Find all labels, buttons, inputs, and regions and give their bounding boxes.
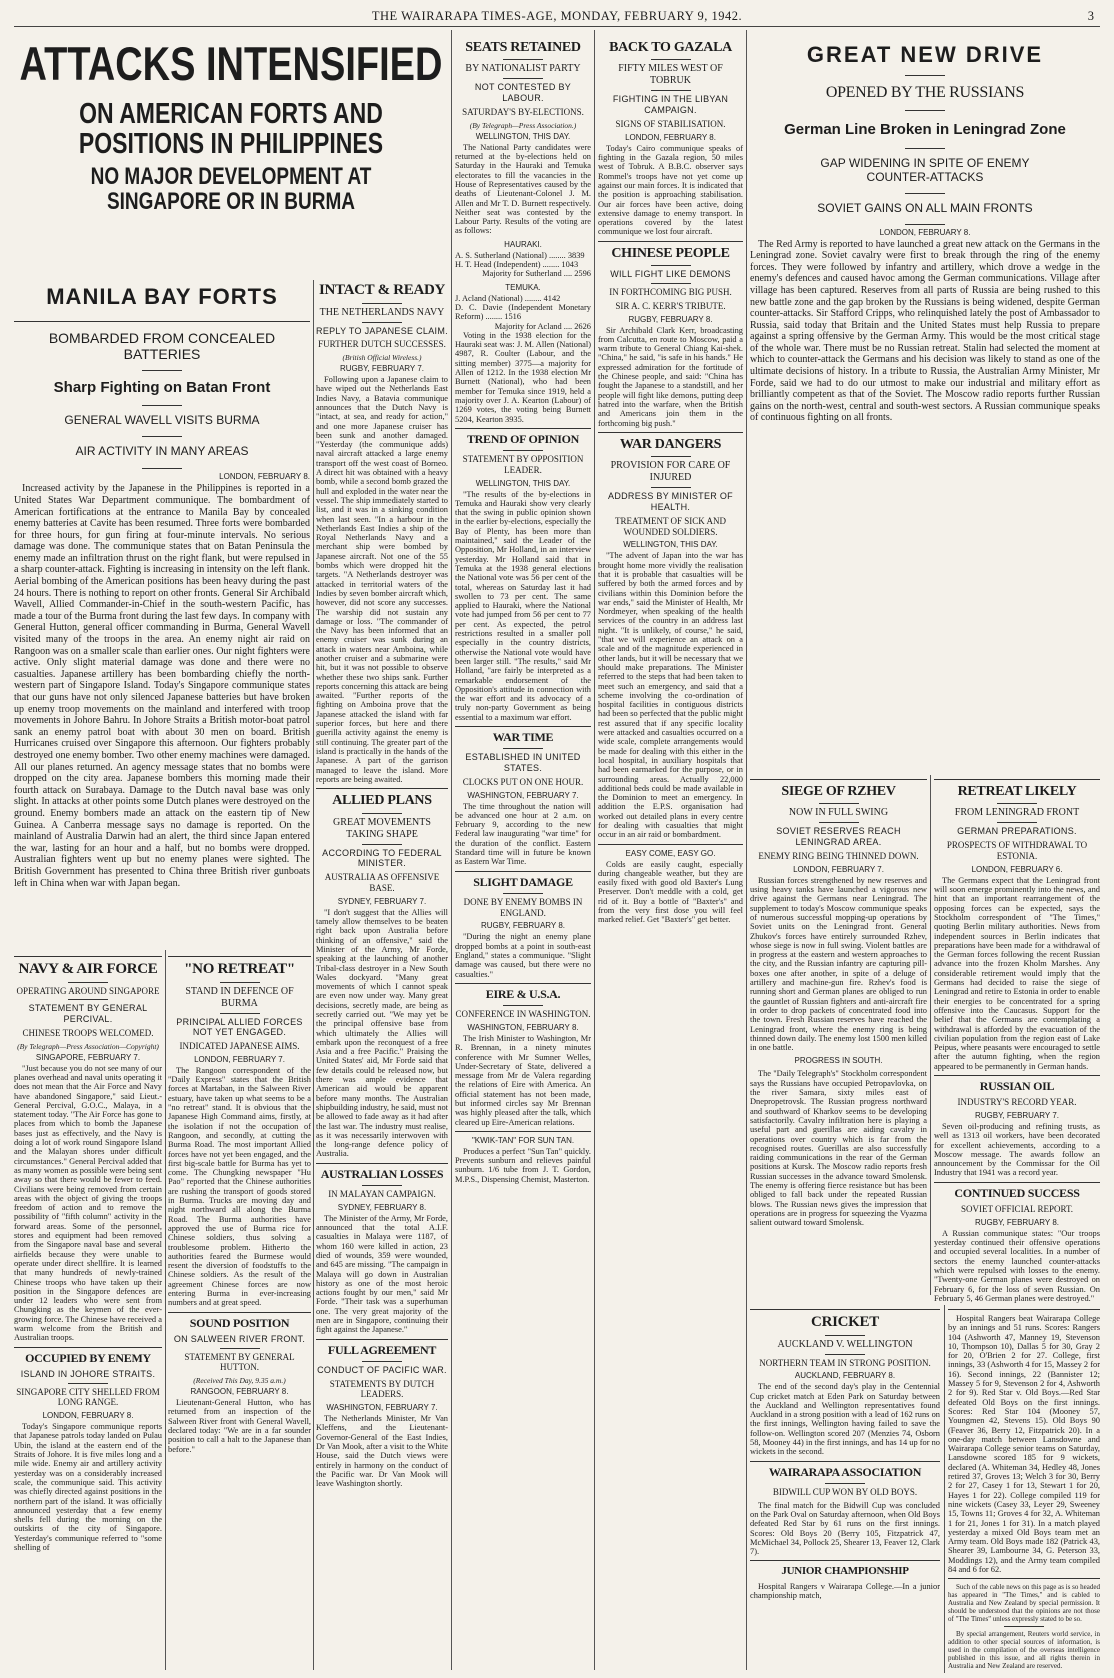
war-time-sub-1: ESTABLISHED IN UNITED STATES. [465, 752, 581, 773]
manila-headline: MANILA BAY FORTS [46, 284, 278, 309]
rule [142, 468, 182, 469]
gazala-sub-1: FIFTY MILES WEST OF TOBRUK [618, 63, 723, 87]
losses-body: The Minister of the Army, Mr Forde, announced that the total A.I.F. casualties in Malaya were 1187, of whom 160 were killed in action, 23 died of wounds, 359 were wounded, and 645 are missing. "The campaign in Malaya will go down in Australian history as one of the most heroic actions fought by our men," said Mr Forde. "Their task was a superhuman one. The very great majority of the men are in Singapore, continuing their fight against the Japanese." [316, 1213, 448, 1335]
rule [220, 1348, 260, 1349]
bombarded-headline: BOMBARDED FROM CONCEALED BATTERIES [48, 330, 276, 363]
rzhev-article [750, 775, 927, 1295]
rule [825, 1335, 865, 1336]
chinese-people-sub-1: WILL FIGHT LIKE DEMONS [610, 269, 731, 280]
chinese-people-sub-2: IN FORTHCOMING BIG PUSH. [609, 286, 732, 297]
kwik-tan-headline: "KWIK-TAN" FOR SUN TAN. [471, 1135, 575, 1145]
cricket-continued [948, 1305, 1100, 1673]
slight-damage-dateline: RUGBY, FEBRUARY 8. [480, 921, 566, 931]
rule [948, 1309, 1100, 1310]
rzhev-sub-2: SOVIET RESERVES REACH LENINGRAD AREA. [776, 826, 901, 848]
trend-dateline: WELLINGTON, THIS DAY. [475, 478, 571, 488]
occupied-headline: OCCUPIED BY ENEMY [25, 1350, 151, 1365]
losses-headline: AUSTRALIAN LOSSES [320, 1166, 444, 1181]
allied-plans-sub-3: AUSTRALIA AS OFFENSIVE BASE. [324, 872, 440, 893]
eire-dateline: WASHINGTON, FEBRUARY 8. [467, 1022, 579, 1032]
russian-oil-sub: INDUSTRY'S RECORD YEAR. [957, 1097, 1077, 1108]
rule [948, 1578, 1100, 1579]
chinese-people-sub-3: SIR A. C. KERR'S TRIBUTE. [615, 300, 726, 311]
easy-come-headline: EASY COME, EASY GO. [625, 848, 716, 858]
seats-headline: SEATS RETAINED [465, 40, 581, 55]
eire-body: The Irish Minister to Washington, Mr R. Brennan, in a ninety minutes conference with Mr Sumner Welles, Under-Secretary of State, delivered a message from Mr de Valera regarding the relations of Eire with America. An official statement has not been made, but informed circles say Mr Brennan was highly pleased after the talk, which cleared up Eire-American relations. [455, 1033, 591, 1127]
rule [819, 803, 859, 804]
trend-sub: STATEMENT BY OPPOSITION LEADER. [462, 453, 584, 475]
navy-tel: (By Telegraph—Press Association—Copyright) [17, 1041, 159, 1051]
agreement-body: The Netherlands Minister, Mr Van Kleffens, and the Lieutenant-Governor-General of the East Indies, Dr Van Mook, after a visit to the White House, said the Dutch views were entirely in harmony on the conduct of the Pacific war. Dr Van Mook will leave Washington shortly. [316, 1414, 448, 1489]
war-time-headline: WAR TIME [492, 730, 554, 744]
great-drive-sub-1: OPENED BY THE RUSSIANS [825, 84, 1025, 102]
rule [819, 822, 859, 823]
intact-headline: INTACT & READY [318, 282, 446, 298]
seats-tel: (By Telegraph—Press Association.) [469, 120, 577, 130]
no-retreat-sub-2: PRINCIPAL ALLIED FORCES NOT YET ENGAGED. [176, 1016, 303, 1038]
hauraki-result-1: A. S. Sutherland (National) ........ 3839 [455, 250, 585, 260]
retreat-sub-1: FROM LENINGRAD FRONT [954, 807, 1080, 819]
occupied-sub-1: ISLAND IN JOHORE STRAITS. [20, 1368, 156, 1379]
chinese-people-headline: CHINESE PEOPLE [611, 245, 730, 261]
no-retreat-body: The Rangoon correspondent of the "Daily Express" states that the British forces at Martaban, in the Salween River estuary, have taken up what seems to be a "no retreat" stand. It is obvious that the Japanese High Command aims, firstly, at the isolation if not the occupation of Rangoon, and secondly, at cutting the Burma Road. The most important Allied forces have not yet been engaged, and the first big-scale battle for Burma has yet to come. The Chungking newspaper "Hu Pao" reported that the Chinese authorities are rushing the transport of goods stored in Burma. Trucks are moving day and night northward all along the Burma Road. The Burma authorities have approved the use of Burma rice for Chinese soldiers, thus solving a troublesome problem. Hitherto the authorities feared the Burmese would resent the diversion of foodstuffs to the Chinese soldiers. As the result of the agreement Chinese forces are now entering Burma in ever-increasing numbers and at great speed. [168, 1065, 311, 1308]
retreat-body: The Germans expect that the Leningrad front will soon emerge prominently into the news, and hint that an important rearrangement of the opposing forces can be expected, says the Stockholm correspondent of "The Times," quoting Berlin military authorities. News from independent sources in Berlin indicates that preparations have been made for a withdrawal of the German forces following the recent Russian advance into the frozen Kholm Marshes. Any considerable retirement would imply that the Germans had decided to raise the siege of Leningrad and retire to Estonia in order to enable their energies to be concentrated for a spring offensive into the Caucasus. Support for the belief that the Germans are contemplating a withdrawal is afforded by the evacuation of the civilian population from the region east of Lake Peipus, where peasants were encouraged to settle after the autumn fighting, when the region appeared to be permanently in German hands. [934, 875, 1100, 1071]
rule [220, 1013, 260, 1014]
rule [934, 1182, 1100, 1183]
gazala-article [598, 32, 743, 1672]
rule [362, 813, 402, 814]
great-drive-sub-4: SOVIET GAINS ON ALL MAIN FRONTS [817, 200, 1033, 215]
eire-sub: CONFERENCE IN WASHINGTON. [455, 1009, 591, 1020]
rule [362, 1361, 402, 1362]
cricket-headline: CRICKET [811, 1314, 879, 1330]
rule [455, 983, 591, 984]
war-dangers-sub-3: TREATMENT OF SICK AND WOUNDED SOLDIERS. [614, 515, 727, 537]
no-retreat-headline: "NO RETREAT" [184, 961, 295, 977]
allied-plans-sub-1: GREAT MOVEMENTS TAKING SHAPE [333, 816, 431, 840]
rule [905, 110, 945, 111]
column-rule [930, 775, 931, 1295]
sound-position-body: Lieutenant-General Hutton, who has returned from an inspection of the Salween River front with General Wavell, declared today: "We are in a far sounder position to call a halt to the Japanese than before." [168, 1398, 311, 1454]
retreat-sub-3: PROSPECTS OF WITHDRAWAL TO ESTONIA. [946, 840, 1088, 861]
navy-body: "Just because you do not see many of our planes overhead and naval units operating it does not mean that the Air Force and Navy have abandoned Singapore," said Lieut.-General Percival, G.O.C., Malaya, in a statement today. "The Air Force has gone to places from which to bomb the Japanese bases just as effectively, and the Navy is doing a lot of work round Singapore Island and the Malayan shores under difficult circumstances." General Percival added that as many women as possible were being sent away so that there would be fewer to feed. Civilians were being removed from certain areas with the object of giving the troops freedom of action and to remove the possibility of "fifth column" activity in the forward areas. Some of the personnel, stores and equipment had been removed from the Singapore naval base and several airfields because they were unable to operate under direct shellfire. It is learned that many hundreds of newly-trained Chinese troops who have taken up their position in the Singapore defences are under 12 leaders who were sent from Chungking as the keymen of the ever-growing force. The Chinese have received a warm welcome from the British and Australian troops. [14, 1063, 162, 1343]
lead-headlines [14, 32, 448, 280]
rule [1004, 1626, 1044, 1627]
trend-body: "The results of the by-elections in Temuka and Hauraki show very clearly that the swing in public opinion shown in the earlier by-elections, especially the Bay of Plenty, has been more than maintained," said the Leader of the Opposition, Mr Holland, in an interview yesterday. Mr Holland said that in Temuka at the 1938 general elections the National vote was 56 per cent of the total, whereas on Saturday last it had swollen to 73 per cent. The same applied to Hauraki, where the National vote had jumped from 56 per cent to 77 per cent. As expected, the petrol restrictions resulted in a smaller poll especially in the country districts, otherwise the National vote would have been larger still. "The results," said Mr Holland, "are fairly be interpreted as a remarkable endorsement of the Opposition's attitude in connection with the war effort and its advocacy of a truly non-party Government as being essential to a maximum war effort. [455, 489, 591, 722]
seats-body-2: Voting in the 1938 election for the Hauraki seat was: J. M. Allen (National) 4987, R. Coulter (Labour, and the sitting member) 3775—a majority for Allen of 1212. In the 1938 election Mr Burnett (National), who had been member for Temuka since 1919, held a majority over J. A. Kearton (Labour) of 1269 votes, the voting being Burnett 5204, Kearton 3935. [455, 330, 591, 424]
wairarapa-body: The final match for the Bidwill Cup was concluded on the Park Oval on Saturday afternoon, when Old Boys defeated Red Star by 61 runs on the first innings. Scores: Old Boys 20 (Berry 105, Fitzpatrick 47, McMichael 34, Pollock 25, Shearer 13, Feaver 12, Clark 7). [750, 1500, 940, 1557]
temuka-result-2: D. C. Davie (Independent Monetary Reform) ........ 1516 [455, 302, 591, 322]
column-rule [944, 1305, 945, 1673]
lead-headline-2: ON AMERICAN FORTS AND POSITIONS IN PHILIPPINES [78, 96, 384, 160]
rule [934, 1075, 1100, 1076]
navy-dateline: SINGAPORE, FEBRUARY 7. [35, 1052, 141, 1062]
rule [455, 428, 591, 429]
eire-headline: EIRE & U.S.A. [485, 986, 561, 1001]
rule [651, 487, 691, 488]
rule [905, 193, 945, 194]
rule [750, 1309, 940, 1310]
hauraki-label: HAURAKI. [504, 239, 542, 249]
agreement-sub-2: STATEMENTS BY DUTCH LEADERS. [329, 1378, 435, 1400]
rule [905, 75, 945, 76]
rule [503, 893, 543, 894]
rule [168, 956, 311, 957]
war-time-body: The time throughout the nation will be advanced one hour at 2 a.m. on February 9, according to the new Federal law inaugurating "war time" for the duration of the conflict. Eastern Standard time will in future be known as Eastern War Time. [455, 801, 591, 867]
rule [220, 982, 260, 983]
intact-sub-1: THE NETHERLANDS NAVY [319, 306, 445, 318]
retreat-headline: RETREAT LIKELY [957, 784, 1077, 799]
retreat-likely-article [934, 775, 1100, 1303]
rule [598, 241, 743, 242]
rule [316, 788, 448, 789]
chinese-people-dateline: RUGBY, FEBRUARY 8. [628, 314, 713, 324]
sound-position-sub-1: ON SALWEEN RIVER FRONT. [173, 1333, 306, 1344]
russian-oil-body: Seven oil-producing and refining trusts, as well as 1313 oil workers, have been decorated for excellent achievements, according to a Moscow message. The awards follow an announcement by the Commissar for the Oil Industry that 1941 was a record year. [934, 1122, 1100, 1178]
rule [503, 78, 543, 79]
seats-sub-1: BY NATIONALIST PARTY [465, 63, 581, 75]
continued-success-body: A Russian communique states: "Our troops yesterday continued their offensive operations and occupied several localities. In a number of sectors the enemy launched counter-attacks which were repulsed with losses to the enemy. "Twenty-one German planes were destroyed on February 6, for the loss of seven Russian. On February 5, 46 German planes were destroyed." [934, 1228, 1100, 1303]
wairarapa-sub: BIDWILL CUP WON BY OLD BOYS. [772, 1486, 918, 1497]
no-retreat-dateline: LONDON, FEBRUARY 7. [194, 1054, 285, 1064]
rule [168, 1312, 311, 1313]
occupied-body: Today's Singapore communique reports that Japanese patrols today landed on Pulau Ubin, the island at the eastern end of the Straits of Johore. It is five miles long and a mile wide. Enemy air and artillery activity yesterday was on a considerably increased scale, the communique said. This activity was chiefly directed against positions in the northern part of the island. It was officially announced yesterday that a few enemy shells fell during the morning on the outskirts of the city of Singapore. Yesterday's communique referred to "some shelling of [14, 1422, 162, 1553]
seats-retained-article [455, 32, 591, 1672]
allied-plans-sub-2: ACCORDING TO FEDERAL MINISTER. [322, 847, 442, 869]
allied-plans-body: "I don't suggest that the Allies will tamely allow themselves to be beaten right back upon Australia before thinking of an offensive," said the Minister of the Army, Mr Forde, speaking at the launching of another Tribal-class destroyer in a New South Wales dockyard. "Many great movements of which I cannot speak are even now under way. Many great decisions, secretly made, are being as secretly carried out. "We may yet be the principal offensive base from which ultimately the Allies will embark upon the reconquest of a free Asia and a free Pacific." Praising the United States' aid, Mr Forde said that few details could be released now, but there was ample evidence that American aid would be apparent before many months. The Australian shipbuilding industry, he said, must not be allowed to fade away as it had after the last war. The industry must realise, as it was necessarily interwoven with the long-range defence policy of Australia. [316, 907, 448, 1159]
rule [142, 405, 182, 406]
rule [362, 844, 402, 845]
rule [651, 90, 691, 91]
war-dangers-sub-2: ADDRESS BY MINISTER OF HEALTH. [608, 491, 733, 512]
wairarapa-headline: WAIRARAPA ASSOCIATION [768, 1464, 922, 1479]
slight-damage-sub: DONE BY ENEMY BOMBS IN ENGLAND. [463, 896, 583, 918]
occupied-sub-2: SINGAPORE CITY SHELLED FROM LONG RANGE. [16, 1386, 160, 1408]
intact-dateline: RUGBY, FEBRUARY 7. [339, 364, 425, 374]
rule [68, 982, 108, 983]
no-retreat-sub-1: STAND IN DEFENCE OF BURMA [185, 985, 294, 1009]
cricket-sub-1: AUCKLAND V. WELLINGTON [777, 1338, 913, 1350]
russian-oil-dateline: RUGBY, FEBRUARY 7. [974, 1111, 1060, 1120]
junior-body: Hospital Rangers v Wairarapa College.—In a junior championship match, [750, 1581, 940, 1600]
rule [142, 436, 182, 437]
continued-success-sub: SOVIET OFFICIAL REPORT. [960, 1203, 1074, 1214]
rule [68, 999, 108, 1000]
intact-sub-3: FURTHER DUTCH SUCCESSES. [318, 339, 446, 350]
gazala-sub-2: FIGHTING IN THE LIBYAN CAMPAIGN. [612, 94, 729, 116]
rule [68, 1383, 108, 1384]
gazala-dateline: LONDON, FEBRUARY 8. [625, 132, 716, 142]
great-drive-sub-3: GAP WIDENING IN SPITE OF ENEMY COUNTER-ATTACKS [820, 156, 1030, 184]
reuters-note: By special arrangement, Reuters world service, in addition to other special sources of information, is used in the compilation of the overseas intelligence published in this issue, and all rights therein in Australia and New Zealand are reserved. [948, 1630, 1100, 1671]
war-dangers-dateline: WELLINGTON, THIS DAY. [623, 540, 718, 550]
rule [997, 803, 1037, 804]
rule [750, 779, 927, 780]
seats-sub-2: NOT CONTESTED BY LABOUR. [474, 82, 572, 104]
rule [142, 370, 182, 371]
rule [651, 456, 691, 457]
rule [598, 844, 743, 845]
war-time-dateline: WASHINGTON, FEBRUARY 7. [467, 790, 579, 800]
navy-sub-3: CHINESE TROOPS WELCOMED. [22, 1027, 154, 1038]
lead-dateline: LONDON, FEBRUARY 8. [219, 472, 310, 482]
lead-body: Increased activity by the Japanese in the Philippines is reported in a United States War Department communique. The bombardment of American fortifications at the entrance to Manila Bay by concealed enemy batteries at Cavite has been resumed. Three forts were bombarded for three hours, for gun firing at four-minute intervals. No serious damage was done. The communique states that on Batan Peninsula the enemy made an infiltration thrust on the right flank, but were repulsed in a sharp counter-attack. Fighting is increasing in intensity on the left flank. Aerial bombing of the American positions has been heavy during the past 24 hours. There is nothing to report on other fronts. General Sir Archibald Wavell, Allied Commander-in-Chief in the south-western Pacific, has made a tour of the Burma front during the last few days. In company with General Hutton, general officer commanding in Burma, General Wavell visited many of the troops in the area. An enemy night air raid on Rangoon was on a smaller scale than earlier ones. Our night fighters were active. Only slight material damage was done and there were no casualties. Japanese artillery has been bombarding chiefly the north-western part of Singapore Island. Today's Singapore communique states that our guns have not only silenced Japanese batteries but have broken up enemy troop movements on the mainland and interfered with troop movements in Johore Bahru. In Johore Straits a British motor-boat patrol sank an enemy patrol boat with about 30 men on board. British Hurricanes cruised over Singapore this afternoon. Our fighters probably destroyed one enemy bomber. Two other enemy machines were damaged. All our planes returned. An agency message states that no bombs were dropped on the city area. Japanese bombers this morning made their fourth attack on Surabaya. Damage to the Dutch naval base was only slight. In attacks at other points some Dutch planes were destroyed on the ground. Enemy bombers made an attack on the eastern tip of New Guinea. A Canberra message says no damage is reported. On the mainland of Australia Darwin had an alert, the third since Japan entered the war, lasting for an hour and a half, but no bombs were dropped. Australian fighters went up but no enemy planes were sighted. The British Government has presented to China three British river gunboats left in China when war with Japan began. [14, 483, 310, 889]
temuka-label: TEMUKA. [505, 282, 541, 292]
cricket-body: The end of the second day's play in the Centennial Cup cricket match at Eden Park on Saturday between the Auckland and Wellington representatives found Auckland in a strong position with a lead of 162 runs on the first innings, Wellington having failed to save the follow-on. Wellington scored 207 (Menzies 74, Osborn 58, Mooney 44) in the first innings, and has 14 up for no wickets in the second. [750, 1382, 940, 1457]
losses-dateline: SYDNEY, FEBRUARY 8. [337, 1202, 427, 1212]
rule [316, 1163, 448, 1164]
lead-story [14, 280, 310, 948]
intact-tel: (British Official Wireless.) [342, 353, 422, 363]
navy-headline: NAVY & AIR FORCE [18, 961, 158, 977]
cricket-article [750, 1305, 940, 1673]
intact-ready-article [316, 280, 448, 1672]
gazala-headline: BACK TO GAZALA [609, 40, 732, 55]
seats-body: The National Party candidates were returned at the by-elections held on Saturday in the Hauraki and Temuka electorates to fill the vacancies in the House of Representatives caused by the deaths of Lieutenant-Colonel J. M. Allen and Mr T. D. Burnett respectively. Neither seat was contested by the Labour Party. Results of the voting are as follows: [455, 142, 591, 236]
rzhev-sub-3: ENEMY RING BEING THINNED DOWN. [758, 850, 919, 861]
seats-sub-3: SATURDAY'S BY-ELECTIONS. [462, 106, 584, 117]
rule [825, 1354, 865, 1355]
agreement-dateline: WASHINGTON, FEBRUARY 7. [326, 1403, 438, 1413]
gazala-sub-3: SIGNS OF STABILISATION. [615, 118, 726, 129]
rule [651, 283, 691, 284]
junior-headline: JUNIOR CHAMPIONSHIP [781, 1565, 909, 1578]
rule [455, 1131, 591, 1132]
rule [651, 59, 691, 60]
rule [503, 1005, 543, 1006]
lead-headline-1: ATTACKS INTENSIFIED [19, 38, 443, 92]
temuka-majority: Majority for Acland .... 2626 [494, 321, 591, 331]
times-note: Such of the cable news on this page as is so headed has appeared in "The Times," and is cabled to Australia and New Zealand by special permission. It should be understood that the opinions are not those of "The Times" unless expressly stated to be so. [948, 1583, 1100, 1624]
rule [14, 321, 310, 322]
cricket-dateline: AUCKLAND, FEBRUARY 8. [794, 1371, 896, 1381]
continued-success-dateline: RUGBY, FEBRUARY 8. [974, 1217, 1060, 1227]
agreement-headline: FULL AGREEMENT [327, 1342, 437, 1357]
no-retreat-sub-3: INDICATED JAPANESE AIMS. [179, 1041, 300, 1052]
intact-body: Following upon a Japanese claim to have wiped out the Netherlands East Indies Navy, a Batavia communique announces that the Dutch Navy is "intact, at sea, and ready for action," and one more Japanese cruiser has been sunk and another damaged. "Yesterday (the communique adds) naval aircraft attacked a large enemy transport off the west coast of Borneo. A direct hit was obtained with a heavy bomb, while a second bomb grazed the hull and exploded in the water near the vessel. The ship immediately started to list, and it was in a sinking condition when last seen. "In a harbour in the Netherlands East Indies a ship of the Royal Netherlands Navy and a merchant ship were bombed by Japanese aircraft. Not one of the 55 bombs which were dropped hit the targets. "A Netherlands destroyer was attacked in territorial waters of the Indies by seven bomber aircraft which, however, did not score any successes. The warship did not sustain any damage or loss. "The commander of the Navy has been informed that an enemy cruiser was sunk during an attack in waters near Amboina, while another cruiser and a submarine were hit, but it was not possible to observe whether these two ships sank. Further reports concerning this attack are being awaited. "Further reports of the fighting on Amboina prove that the Japanese attacked the island with far superior forces, but here and there guerilla activity against the enemy is still continuing. The greater part of the island is practically in the hands of the Japanese. A part of the garrison managed to leave the island. More reports are being awaited. [316, 375, 448, 784]
column-rule [165, 950, 166, 1670]
gazala-body: Today's Cairo communique speaks of fighting in the Gazala region, 50 miles west of Tobruk. A B.B.C. observer says Rommel's troops have not yet come up against our main forces. It is indicated that the position is approaching stabilisation. Our air forces have been active, doing extensive damage to enemy transport. In operations covered by the latest communique we lost four aircraft. [598, 143, 743, 237]
masthead [14, 4, 1100, 27]
rule [905, 148, 945, 149]
sound-position-sub-2: STATEMENT BY GENERAL HUTTON. [184, 1351, 295, 1373]
rule [455, 726, 591, 727]
page-number: 3 [1087, 9, 1094, 23]
hauraki-result-2: H. T. Head (Independent) ........ 1043 [455, 260, 579, 270]
losses-sub: IN MALAYAN CAMPAIGN. [328, 1188, 436, 1199]
rzhev-body-2: The "Daily Telegraph's" Stockholm correspondent says the Russians have occupied Petropavlovka, on the river Samara, sixty miles east of Dnepropetrovsk. The Russian progress northward and southward of Kharkov seems to be developing satisfactorily. Cavalry infiltration here is playing a useful part and guerillas are aiding cavalry in operations over country which is far from the recognised routes. Guerillas are also successfully raiding communications in the rear of the German positions at Kursk. The Moscow radio reports fresh Russian successes in the advance toward Smolensk. The enemy is offering fierce resistance but has been obliged to fall back under the repeated Russian blows. The Russian news gives the impression that operations are in progress for squeezing the Vyazma salient outward toward Smolensk. [750, 1069, 927, 1228]
rule [503, 59, 543, 60]
rzhev-sub-4: PROGRESS IN SOUTH. [794, 1056, 883, 1066]
sound-position-dateline: RANGOON, FEBRUARY 8. [190, 1387, 289, 1397]
war-dangers-headline: WAR DANGERS [619, 436, 722, 452]
rule [455, 871, 591, 872]
easy-come-body: Colds are easily caught, especially during changeable weather, but they are easily fixed with good old Baxter's Lung Preserver. Don't meddle with a cold, get rid of it. Buy a bottle of "Baxter's" and from the very first dose you will feel marked relief. Get "Baxter's" get better. [598, 859, 743, 925]
chinese-people-body: Sir Archibald Clark Kerr, broadcasting from Calcutta, en route to Moscow, paid a warm tribute to General Chiang Kai-shek. "China," he said, "is safe in his hands." He expressed admiration for the fortitude of the Chinese people, and said: "China has fought the Japanese to a standstill, and her people will fight like demons, putting deep hatred into the warfare, when the British and Americans join them in the forthcoming big push." [598, 325, 743, 428]
sound-position-tel: (Received This Day, 9.35 a.m.) [193, 1376, 286, 1386]
wavell-headline: GENERAL WAVELL VISITS BURMA [64, 412, 260, 427]
rzhev-dateline: LONDON, FEBRUARY 7. [793, 864, 884, 874]
rule [503, 748, 543, 749]
war-time-sub-2: CLOCKS PUT ON ONE HOUR. [462, 776, 584, 787]
rule [651, 265, 691, 266]
rule [750, 1560, 940, 1561]
no-retreat-article [168, 952, 311, 1672]
great-drive-body: The Red Army is reported to have launched a great new attack on the Germans in the Leningrad zone. Soviet cavalry were first to break through the ring of the enemy forces. They were followed by infantry and artillery, which drove a wedge in the enemy's defences and caused havoc among the German communications. Village after village has been captured. Reserves from all parts of Russia are being rushed to this new battle zone and the gap broken by the Russians is being widened, despite German counter-attacks. Sir Stafford Cripps, who relinquished lately the post of Ambassador to Russia, said today that Britain and the United States must help Russia to prepare against a spring offensive by the German Army. This would be the most critical stage of the whole war. There must be no Russian retreat. Stalin had selected the moment at which to counter-attack the Germans and his decision was likely to stand as one of the ultimate decisions of history. In a tribute to Russia, the Australian Army Minister, Mr Forde, said we had to do our utmost to make our industrial and military effort as brilliantly competent as that of the Soviet. The Moscow radio reports further Russian gains on the north-west, central and south-west sectors. A Russian communique speaks of continuous fighting on all fronts. [750, 238, 1100, 424]
allied-plans-headline: ALLIED PLANS [332, 793, 432, 809]
temuka-result-1: J. Acland (National) ........ 4142 [455, 293, 561, 303]
rule [503, 450, 543, 451]
great-drive-dateline: LONDON, FEBRUARY 8. [879, 227, 971, 237]
rule [362, 1185, 402, 1186]
rule [598, 432, 743, 433]
rule [750, 1461, 940, 1462]
column-rule [746, 30, 747, 1670]
agreement-sub-1: CONDUCT OF PACIFIC WAR. [317, 1364, 447, 1375]
slight-damage-body: "During the night an enemy plane dropped bombs at a point in south-east England," states a communique. "Slight damage was caused, but there were no casualties." [455, 932, 591, 979]
retreat-sub-2: GERMAN PREPARATIONS. [957, 826, 1077, 837]
rule [362, 303, 402, 304]
navy-sub-1: OPERATING AROUND SINGAPORE [16, 985, 160, 996]
sound-position-headline: SOUND POSITION [189, 1315, 290, 1330]
air-activity-headline: AIR ACTIVITY IN MANY AREAS [75, 443, 249, 458]
hauraki-majority: Majority for Sutherland .... 2596 [482, 269, 591, 279]
seats-dateline: WELLINGTON, THIS DAY. [475, 131, 571, 141]
rule [905, 224, 945, 225]
rule [997, 822, 1037, 823]
continued-success-headline: CONTINUED SUCCESS [954, 1185, 1080, 1200]
great-drive-sub-2: German Line Broken in Leningrad Zone [784, 120, 1066, 138]
rule [316, 1339, 448, 1340]
occupied-dateline: LONDON, FEBRUARY 8. [42, 1411, 134, 1421]
navy-air-force-article [14, 952, 162, 1672]
great-new-drive-article [750, 32, 1100, 772]
rzhev-sub-1: NOW IN FULL SWING [788, 807, 889, 819]
war-dangers-body: "The advent of Japan into the war has brought home more vividly the realisation that it is probable that casualties will be suffered by both the armed forces and by civilians within this Dominion before the war ends," said the Minister of Health, Mr Nordmeyer, when speaking of the health services of the country in an address last night. "It is unlikely, of course," he said, "that we will experience an attack on a scale and of the magnitude experienced in other lands, but it will be necessary that we should make preparations. The Minister referred to the steps that had been taken to meet such an emergency, and said that a scheme involving the co-ordination of hospital facilities in contiguous districts had been so perfected that the public might rest assured that if any specific locality were attacked and casualties occurred on a wide scale, complete arrangements would be made for dealing with this either in the local hospital, in auxiliary hospitals that had been earmarked for the purpose, or in surrounding areas. Actually 22,000 additional beds could be made available in the Dominion to meet an emergency. In addition the E.P.S. organisation had worked out detailed plans in every centre for dealing with casualties that might occur in an air raid or bombardment. [598, 551, 743, 840]
rule [14, 1347, 162, 1348]
navy-sub-2: STATEMENT BY GENERAL PERCIVAL. [28, 1003, 148, 1025]
slight-damage-headline: SLIGHT DAMAGE [473, 874, 573, 889]
kwik-tan-body: Produces a perfect "Sun Tan" quickly. Prevents sunburn and relieves painful sunburn. 1/6 tube from J. T. Gordon, M.P.S., Dispensing Chemist, Masterton. [455, 1146, 591, 1184]
batan-headline: Sharp Fighting on Batan Front [53, 379, 271, 397]
allied-plans-dateline: SYDNEY, FEBRUARY 7. [337, 896, 427, 906]
rule [825, 1483, 865, 1484]
great-drive-headline: GREAT NEW DRIVE [806, 42, 1044, 67]
rzhev-body: Russian forces strengthened by new reserves and using heavy tanks have launched a vigorous new drive against the Germans near Leningrad. The supplement to today's Moscow communique speaks of numerous successful mopping-up operations by Soviet units on the Leningrad front. General Zhukov's forces have entirely surrounded Rzhev, whose siege is now in full swing. Violent battles are in progress at the eastern and western approaches to the city, and the Russian infantry are capturing pill-boxes one after another, in spite of a deluge of artillery and machine-gun fire. Rzhev's food is running short and German planes are obliged to run the gauntlet of Russian fighters and anti-aircraft fire in order to drop packets of concentrated food into the town. Fresh Russian reserves have reached the Leningrad front, where the enemy ring is being thinned down daily. The enemy lost 1500 men killed in one battle. [750, 875, 927, 1053]
rule [934, 779, 1100, 780]
trend-headline: TREND OF OPINION [466, 431, 580, 446]
intact-sub-2: REPLY TO JAPANESE CLAIM. [316, 325, 448, 336]
column-rule [313, 280, 314, 1670]
russian-oil-headline: RUSSIAN OIL [979, 1079, 1055, 1094]
column-rule [594, 30, 595, 1670]
war-dangers-sub-1: PROVISION FOR CARE OF INJURED [610, 460, 731, 484]
column-rule [451, 30, 452, 1670]
lead-headline-3: NO MAJOR DEVELOPMENT AT SINGAPORE OR IN BURMA [90, 163, 372, 216]
cricket-sub-2: NORTHERN TEAM IN STRONG POSITION. [759, 1357, 931, 1368]
cricket-continued-body: Hospital Rangers beat Wairarapa College by an innings and 51 runs. Scores: Rangers 104 (Ashworth 47, Manney 19, Stevenson 10, Thompson 10), Dallas 5 for 30, Gray 2 for 20, O'Brien 2 for 27. College, first innings, 33 (Ashworth 4 for 15, Massey 2 for 16). Second innings, 22 (Bannister 12; Massey 5 for 9, Stevenson 2 for 4, Ashworth 2 for 9). Red Star v. Old Boys.—Red Star defeated Old Boys on the first innings. Scores: Red Star 104 (Mooney 57, Youngmen 42, Stevens 15). Old Boys 90 (Feaver 36, Berry 12, Fitzpatrick 20). In a one-day match between Lansdowne and Wairarapa College senior teams on Saturday, Lansdowne scored 185 for 9 wickets, declared (A. Whiteman 34, Hedley 48, Jones retired 37, Groves 13; Welch 3 for 30, Berry 2 for 27, Casey 1 for 13, Stewart 1 for 20, Hayes 1 for 22). College compiled 119 for nine wickets (Casey 33, Leyer 29, Sweeney 15, Towns 11; Groves 4 for 32, A. Whiteman 1 for 21, Jones 1 for 31). In a match played yesterday a mixed Old Boys team met an Army team. Old Boys made 182 (Patrick 43, Shearer 39, Lambourne 34, G. Peterson 33, Moddings 12), and the Army team compiled 84 and 6 for 62. [948, 1314, 1100, 1575]
rule [14, 956, 162, 957]
retreat-dateline: LONDON, FEBRUARY 6. [971, 864, 1063, 874]
masthead-title: THE WAIRARAPA TIMES-AGE, MONDAY, FEBRUARY 9, 1942. [371, 9, 743, 23]
rzhev-headline: SIEGE OF RZHEV [781, 784, 896, 799]
rule [362, 322, 402, 323]
